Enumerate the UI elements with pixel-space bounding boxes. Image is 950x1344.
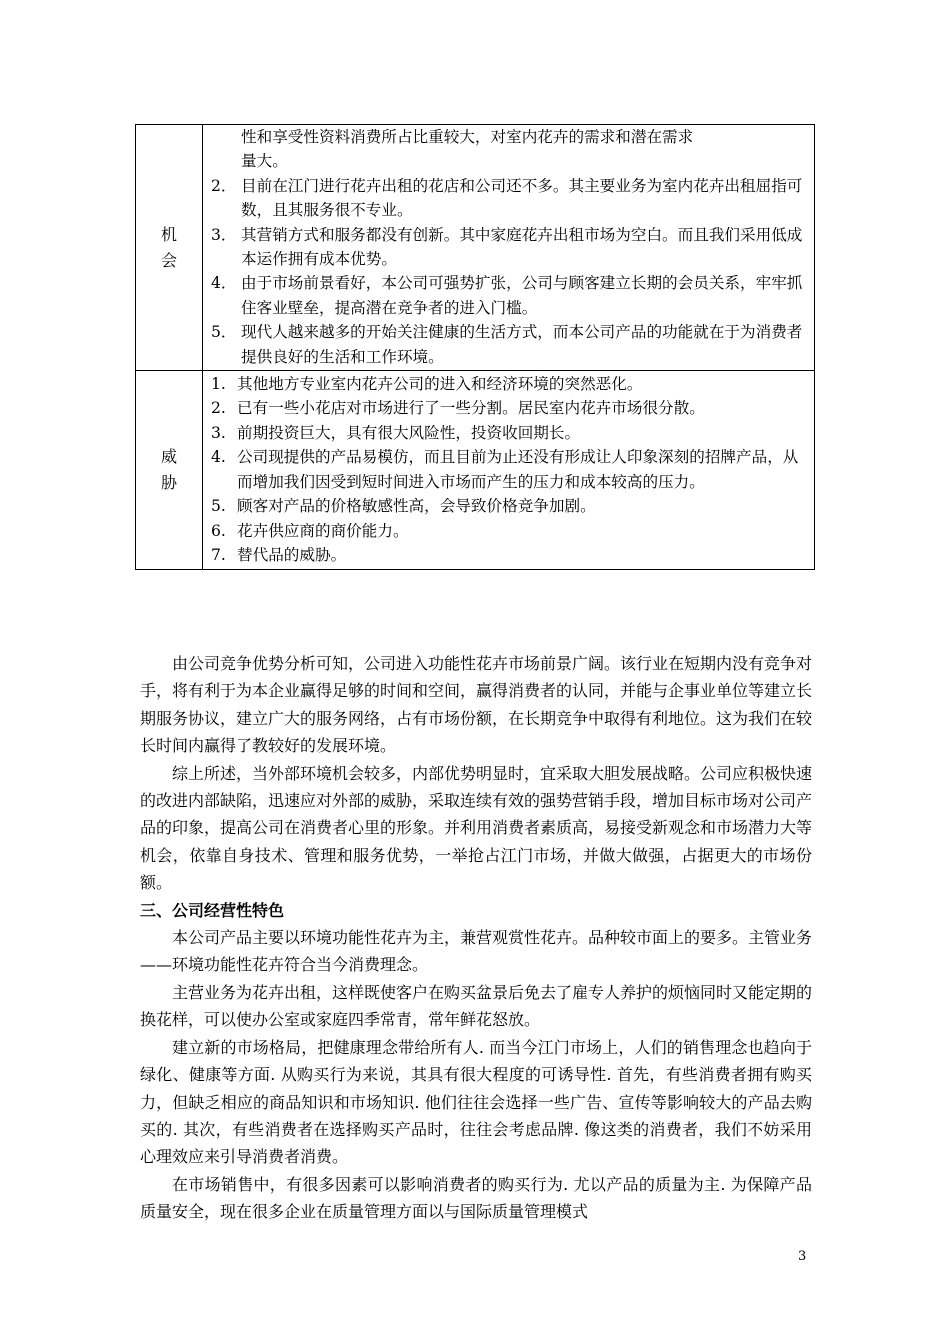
paragraph: 由公司竞争优势分析可知，公司进入功能性花卉市场前景广阔。该行业在短期内没有竞争对手，将有利于为本企业赢得足够的时间和空间，赢得消费者的认同，并能与企事业单位等建立长期服务协议，建立广大的服务网络，占有市场份额，在长期竞争中取得有利地位。这为我们在较长时间内赢得了教较好的发展环境。 <box>140 654 813 756</box>
opportunity-item <box>211 271 808 320</box>
threat-item <box>211 421 808 445</box>
paragraph: 建立新的市场格局，把健康理念带给所有人. 而当今江门市场上，人们的销售理念也趋向于绿化、健康等方面. 从购买行为来说，其具有很大程度的可诱导性. 首先，有些消费者拥有购买力，但缺乏相应的商品知识和市场知识. 他们往往会选择一些广告、宣传等影响较大的产品去购买的. 其次，有些消费者在选择购买产品时，往往会考虑品牌. 像这类的消费者，我们不妨采用心理效应来引导消费者消费。 <box>140 1037 812 1167</box>
item-number: 1. <box>211 375 226 394</box>
opportunity-row <box>136 125 815 371</box>
section-heading: 三、公司经营性特色 <box>140 900 285 920</box>
opportunity-content <box>203 125 815 371</box>
item-text: 替代品的威胁。 <box>237 545 347 564</box>
opportunity-item <box>211 223 808 272</box>
threat-label: 威 胁 <box>136 371 203 570</box>
opportunity-item <box>211 320 808 369</box>
threat-item <box>211 543 808 567</box>
threat-row <box>136 371 815 570</box>
item-text: 其营销方式和服务都没有创新。其中家庭花卉出租市场为空白。而且我们采用低成本运作拥有成本优势。 <box>241 225 803 269</box>
item-text: 由于市场前景看好，本公司可强势扩张，公司与顾客建立长期的会员关系，牢牢抓住客业壁垒，提高潜在竞争者的进入门槛。 <box>241 274 803 317</box>
item-text: 其他地方专业室内花卉公司的进入和经济环境的突然恶化。 <box>237 375 643 394</box>
item-text: 目前在江门进行花卉出租的花店和公司还不多。其主要业务为室内花卉出租屈指可数，且其服务很不专业。 <box>241 176 803 220</box>
item-text: 现代人越来越多的开始关注健康的生活方式，而本公司产品的功能就在于为消费者提供良好的生活和工作环境。 <box>241 323 803 366</box>
swot-table <box>135 124 815 570</box>
item-number: 2. <box>211 399 226 418</box>
paragraph: 主营业务为花卉出租，这样既使客户在购买盆景后免去了雇专人养护的烦恼同时又能定期的换花样，可以使办公室或家庭四季常青，常年鲜花怒放。 <box>140 982 813 1030</box>
opportunity-label: 机 会 <box>136 125 203 371</box>
threat-item <box>211 396 808 420</box>
item-number: 2． <box>211 176 237 195</box>
item-number: 7. <box>211 545 226 564</box>
threat-item <box>211 494 808 518</box>
item-number: 3. <box>211 423 226 442</box>
continuation-line: 性和享受性资料消费所占比重较大，对室内花卉的需求和潜在需求 <box>241 128 694 146</box>
item-number: 4． <box>211 274 237 293</box>
item-text: 顾客对产品的价格敏感性高，会导致价格竞争加剧。 <box>237 497 596 516</box>
opportunity-item <box>211 174 808 223</box>
item-number: 4. <box>211 448 226 467</box>
item-number: 3． <box>211 225 237 244</box>
item-text: 花卉供应商的商价能力。 <box>237 521 409 540</box>
threat-item <box>211 519 808 543</box>
item-number: 6. <box>211 521 226 540</box>
threat-content <box>203 371 815 570</box>
body-text <box>140 650 812 1226</box>
paragraph: 在市场销售中，有很多因素可以影响消费者的购买行为. 尤以产品的质量为主. 为保障产品质量安全，现在很多企业在质量管理方面以与国际质量管理模式 <box>140 1174 812 1222</box>
paragraph: 综上所述，当外部环境机会较多，内部优势明显时，宜采取大胆发展战略。公司应积极快速的改进内部缺陷，迅速应对外部的威胁，采取连续有效的强势营销手段，增加目标市场对公司产品的印象，提高公司在消费者心里的形象。并利用消费者素质高，易接受新观念和市场潜力大等机会，依靠自身技术、管理和服务优势，一举抢占江门市场，并做大做强，占据更大的市场份额。 <box>140 763 813 893</box>
paragraph: 本公司产品主要以环境功能性花卉为主，兼营观赏性花卉。品种较市面上的要多。主管业务——环境功能性花卉符合当今消费理念。 <box>140 928 813 975</box>
threat-item <box>211 372 808 396</box>
item-number: 5. <box>211 497 226 516</box>
item-text: 已有一些小花店对市场进行了一些分割。居民室内花卉市场很分散。 <box>237 399 705 418</box>
continuation-line: 量大。 <box>241 152 288 171</box>
item-text: 公司现提供的产品易模仿，而且目前为止还没有形成让人印象深刻的招牌产品，从而增加我们因受到短时间进入市场而产生的压力和成本较高的压力。 <box>237 448 799 491</box>
item-text: 前期投资巨大，具有很大风险性，投资收回期长。 <box>237 423 581 442</box>
page-number: 3 <box>798 1249 807 1264</box>
threat-item <box>211 445 808 494</box>
item-number: 5． <box>211 323 237 342</box>
